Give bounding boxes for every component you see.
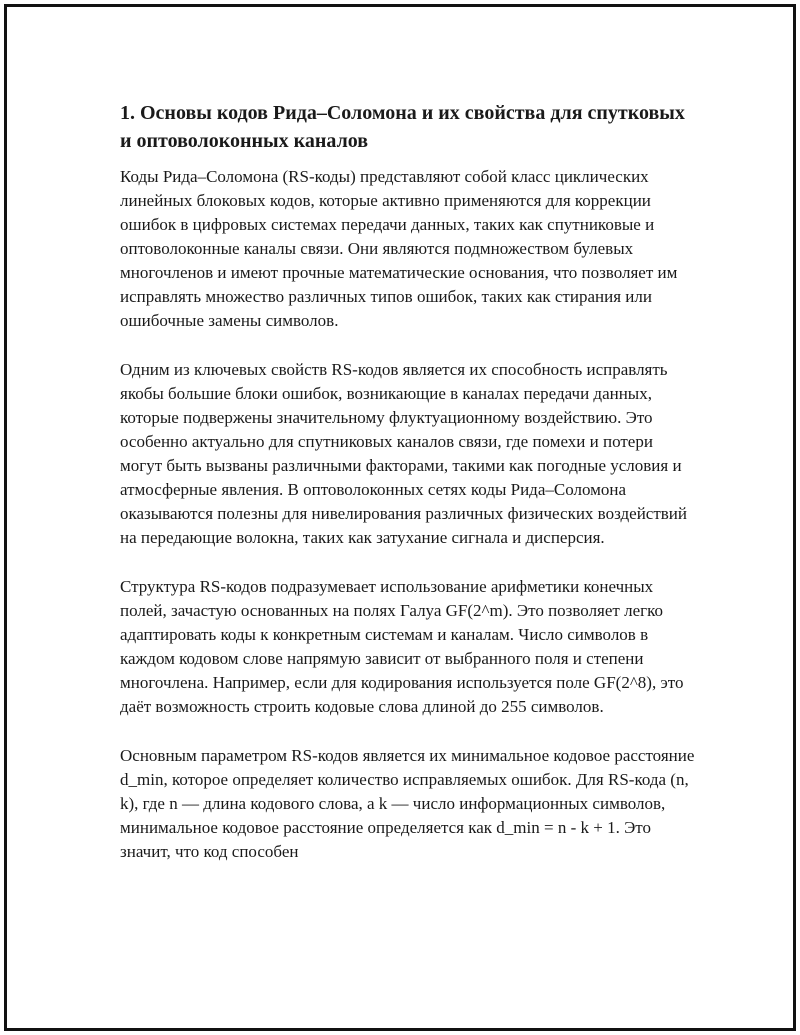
page-frame bbox=[4, 4, 796, 1031]
paragraph-1: Коды Рида–Соломона (RS-коды) представляют собой класс циклических линейных блоковых кодов, которые активно применяются для коррекции ошибок в цифровых системах передачи данных, таких как спутниковые и оптоволоконные каналы связи. Они являются подмножеством булевых многочленов и имеют прочные математические основания, что позволяет им исправлять множество различных типов ошибок, таких как стирания или ошибочные замены символов. bbox=[120, 167, 678, 330]
paragraph-3: Структура RS-кодов подразумевает использование арифметики конечных полей, зачастую основанных на полях Галуа GF(2^m). Это позволяет легко адаптировать коды к конкретным системам и каналам. Число символов в каждом кодовом слове напрямую зависит от выбранного поля и степени многочлена. Например, если для кодирования используется поле GF(2^8), это даёт возможность строить кодовые слова длиной до 255 символов. bbox=[120, 577, 684, 716]
paragraph-2: Одним из ключевых свойств RS-кодов является их способность исправлять якобы большие блоки ошибок, возникающие в каналах передачи данных, которые подвержены значительному флуктуационному воздействию. Это особенно актуально для спутниковых каналов связи, где помехи и потери могут быть вызваны различными факторами, такими как погодные условия и атмосферные явления. В оптоволоконных сетях коды Рида–Соломона оказываются полезны для нивелирования различных физических воздействий на передающие волокна, таких как затухание сигнала и дисперсия. bbox=[120, 360, 687, 547]
document-body bbox=[120, 99, 695, 889]
section-heading: 1. Основы кодов Рида–Соломона и их свойства для спутковых и оптоволоконных каналов bbox=[120, 102, 685, 152]
paragraph-4: Основным параметром RS-кодов является их минимальное кодовое расстояние d_min, которое определяет количество исправляемых ошибок. Для RS-кода (n, k), где n — длина кодового слова, а k — число информационных символов, минимальное кодовое расстояние определяется как d_min = n - k + 1. Это значит, что код способен bbox=[120, 746, 695, 861]
